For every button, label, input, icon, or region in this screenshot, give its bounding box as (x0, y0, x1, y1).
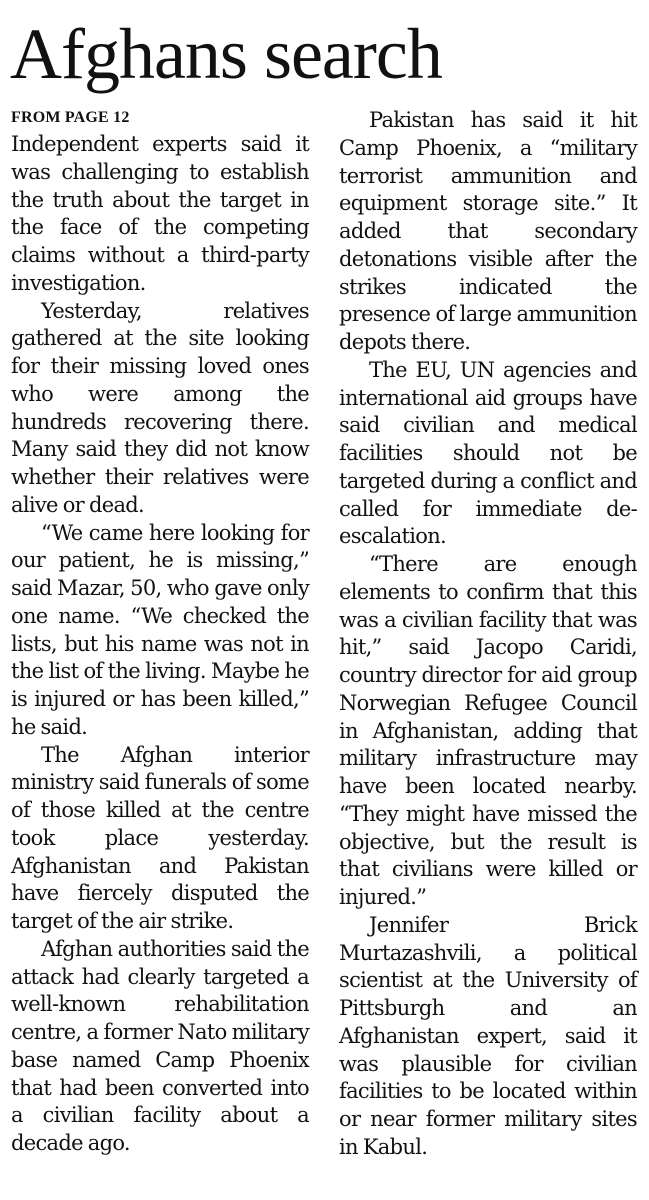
paragraph: “We came here looking for our patient, he is missing,” said Mazar, 50, who gave only one name. “We checked the lists, but his name was not in the list of the living. Maybe he is injured or has been killed,” he said. (11, 520, 309, 739)
right-column (339, 107, 637, 1162)
left-column (11, 131, 309, 1158)
paragraph: Independent experts said it was challenging to establish the truth about the target in the face of the competing claims without a third-party investigation. (11, 132, 309, 295)
jump-line: FROM PAGE 12 (11, 109, 130, 126)
paragraph: Afghan authorities said the attack had clearly targeted a well-known rehabilitation centre, a former Nato military base named Camp Phoenix that had been converted into a civilian facility about a decade ago. (11, 936, 309, 1155)
paragraph: Pakistan has said it hit Camp Phoenix, a “military terrorist ammunition and equipment storage site.” It added that secondary detonations visible after the strikes indicated the presence of large ammunition depots there. (339, 108, 637, 354)
paragraph: Yesterday, relatives gathered at the site looking for their missing loved ones who were among the hundreds recovering there. Many said they did not know whether their relatives were alive or dead. (11, 298, 309, 517)
paragraph: The Afghan interior ministry said funerals of some of those killed at the centre took place yesterday. Afghanistan and Pakistan have fiercely disputed the target of the air strike. (11, 742, 309, 933)
headline: Afghans search (10, 14, 442, 94)
paragraph: Jennifer Brick Murtazashvili, a political scientist at the University of Pittsburgh and an Afghanistan expert, said it was plausible for civilian facilities to be located within or near former military sites in Kabul. (339, 912, 637, 1159)
paragraph: “There are enough elements to confirm that this was a civilian facility that was hit,” said Jacopo Caridi, country director for aid group Norwegian Refugee Council in Afghanistan, adding that military infrastructure may have been located nearby. “They might have missed the objective, but the result is that civilians were killed or injured.” (339, 552, 637, 909)
paragraph: The EU, UN agencies and international aid groups have said civilian and medical facilities should not be targeted during a conflict and called for immediate de-escalation. (339, 357, 637, 549)
